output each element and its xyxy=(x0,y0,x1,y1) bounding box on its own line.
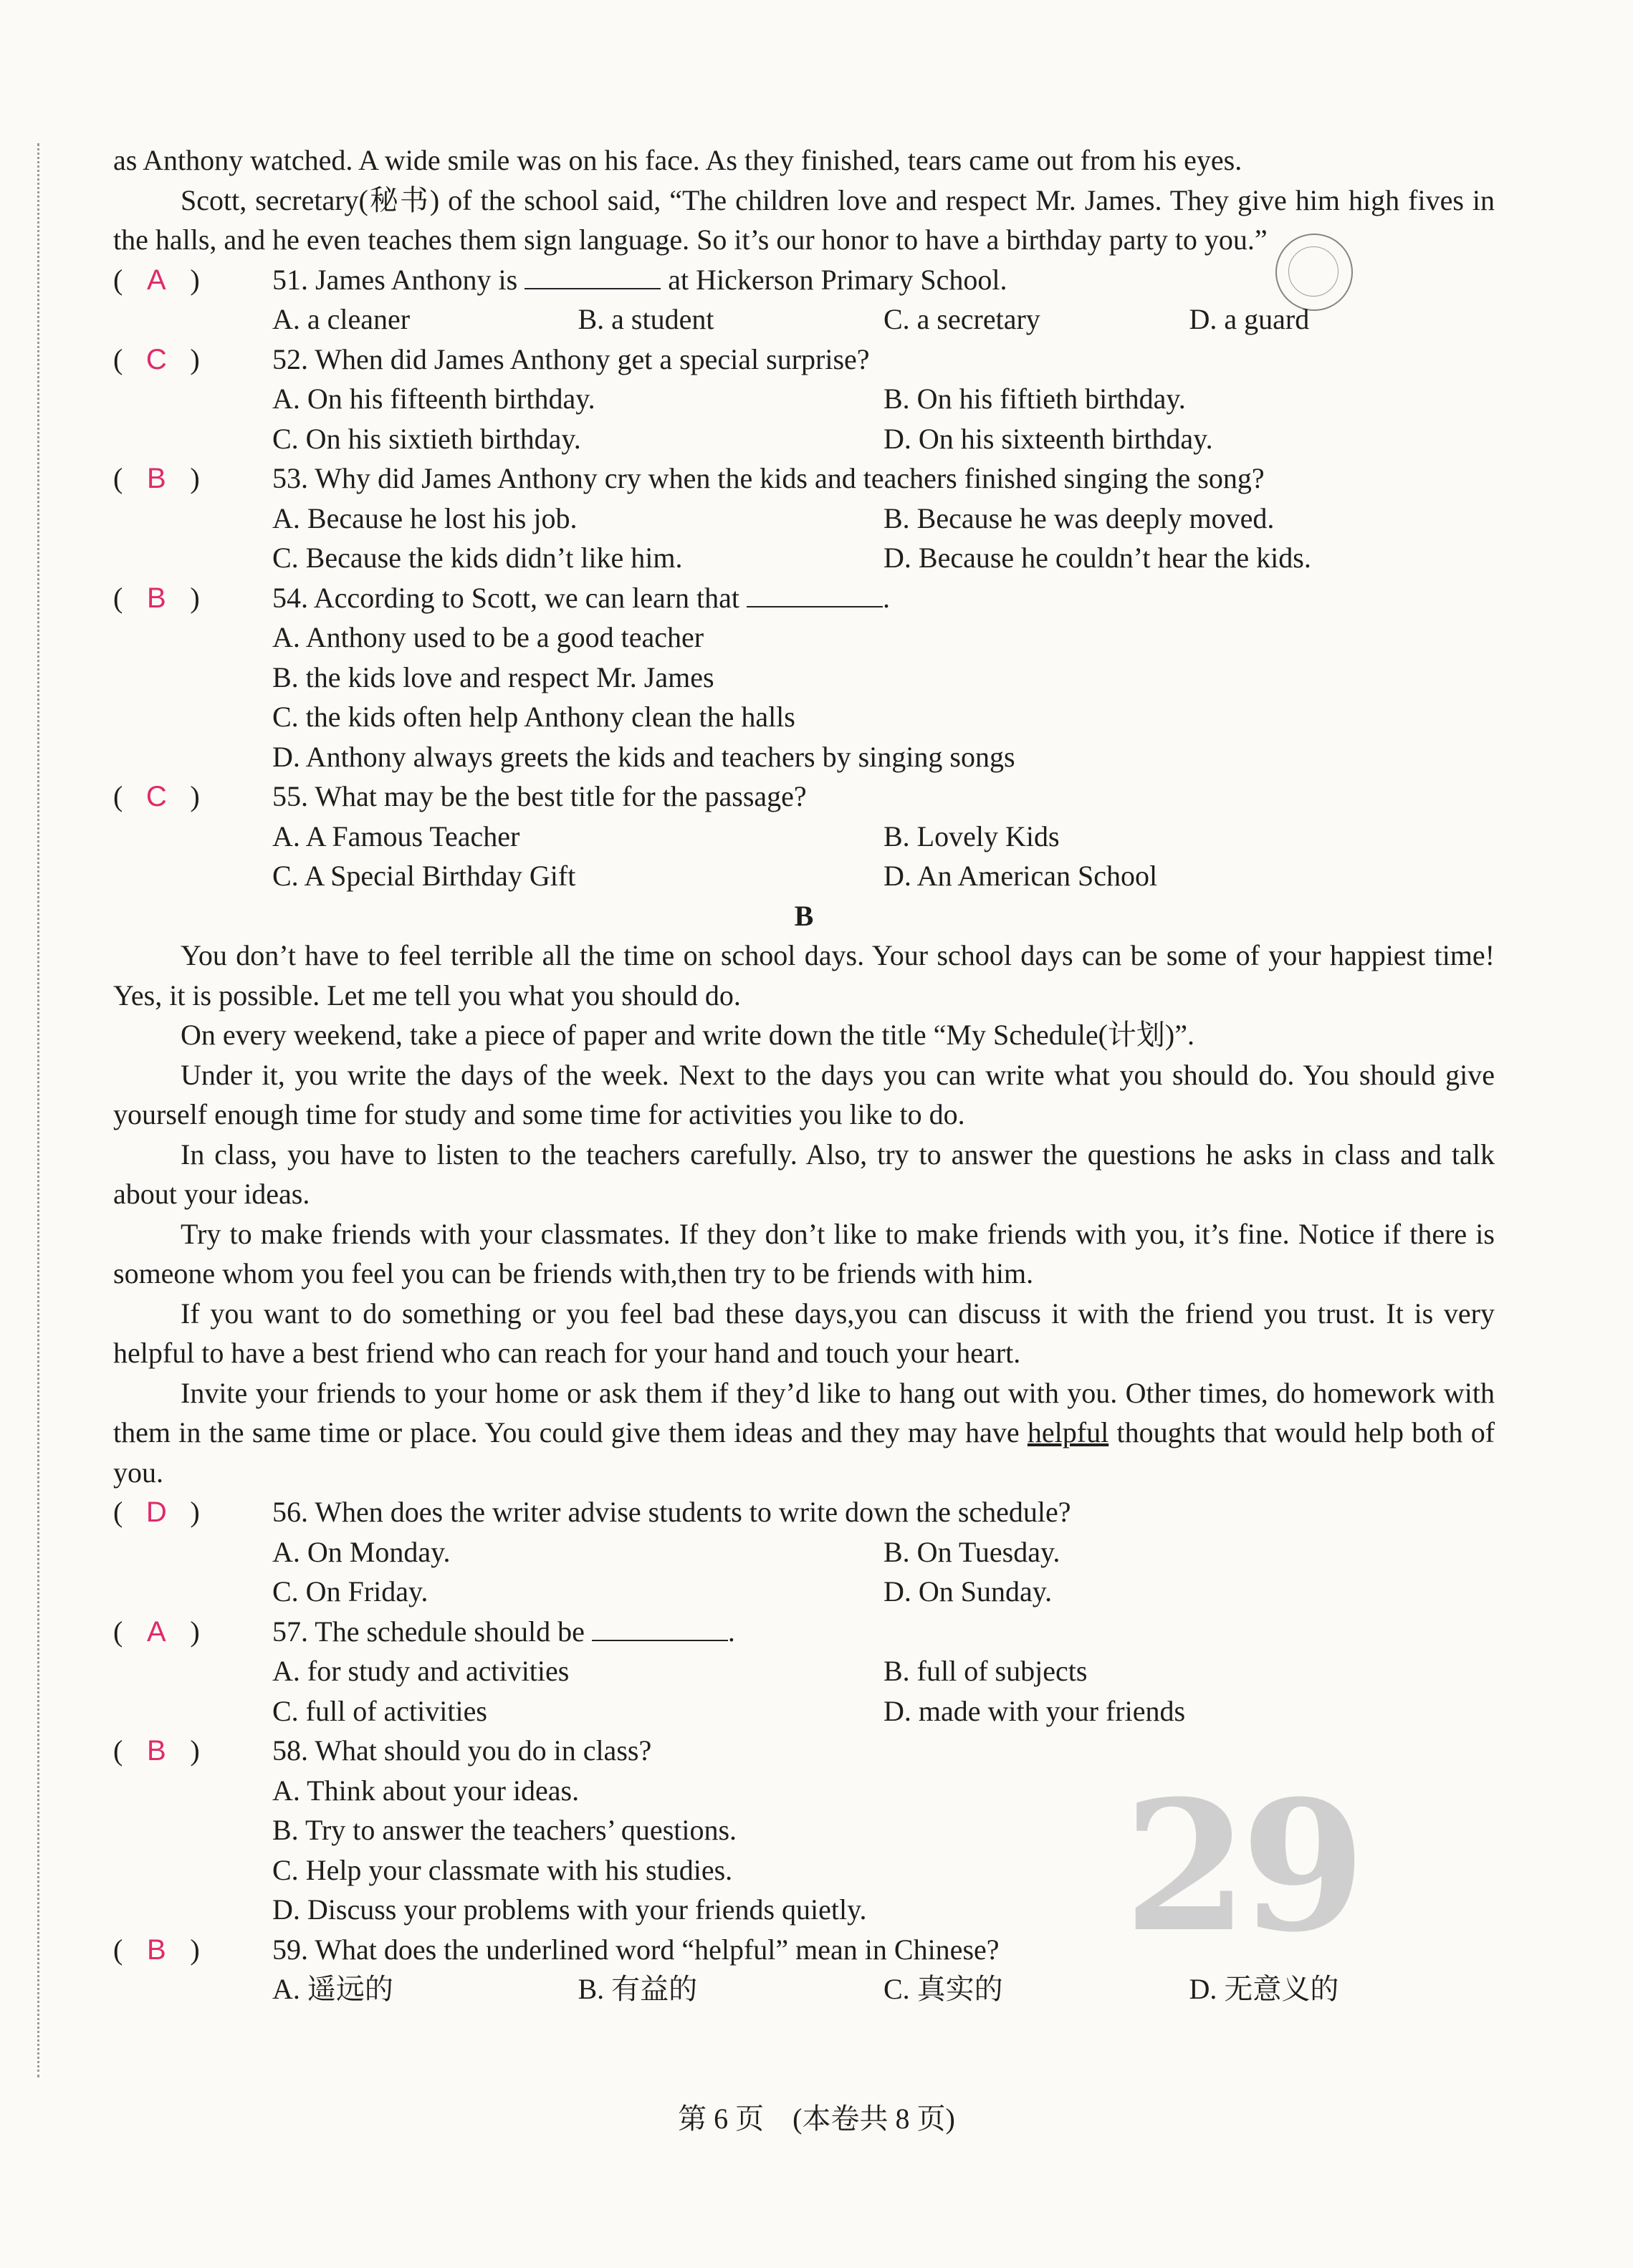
option: C. On his sixtieth birthday. xyxy=(272,422,581,455)
passage-b-paragraph: You don’t have to feel terrible all the time on school days. Your school days can be some of your happiest time! Yes, it is possible. Let me tell you what you should do. xyxy=(113,939,1495,1012)
option: D. made with your friends xyxy=(883,1694,1186,1727)
answer-mark: B xyxy=(146,463,166,494)
question-text: 57. The schedule should be xyxy=(272,1615,585,1648)
page-content xyxy=(113,140,1495,2009)
answer-mark: C xyxy=(145,781,167,812)
question-text: 59. What does the underlined word “helpful” mean in Chinese? xyxy=(272,1933,1000,1966)
options-57 xyxy=(113,1651,1495,1731)
answer-bracket: ( B ) xyxy=(113,458,200,499)
answer-mark: C xyxy=(145,343,167,375)
underlined-word: helpful xyxy=(1027,1416,1109,1448)
answer-bracket: ( B ) xyxy=(113,1930,200,1971)
answer-bracket: ( B ) xyxy=(113,578,200,619)
options-59 xyxy=(113,1969,1495,2009)
option: C. Help your classmate with his studies. xyxy=(272,1853,733,1886)
option: B. 有益的 xyxy=(578,1973,698,2005)
option: D. On his sixteenth birthday. xyxy=(883,422,1213,455)
question-57 xyxy=(113,1612,1495,1652)
option: A. On his fifteenth birthday. xyxy=(272,383,595,415)
option: A. On Monday. xyxy=(272,1535,451,1568)
option: B. the kids love and respect Mr. James xyxy=(272,660,714,693)
options-51 xyxy=(113,299,1495,340)
option: C. On Friday. xyxy=(272,1575,428,1608)
answer-blank xyxy=(747,582,883,607)
option: A. Because he lost his job. xyxy=(272,501,578,534)
passage-b-tail: thoughts that would help both of you. xyxy=(113,1416,1495,1489)
option: B. a student xyxy=(578,303,714,335)
question-text: 52. When did James Anthony get a special surprise? xyxy=(272,342,870,375)
option: D. An American School xyxy=(883,860,1158,892)
option: C. full of activities xyxy=(272,1694,487,1727)
option: B. full of subjects xyxy=(883,1655,1088,1687)
question-text-after: . xyxy=(727,1615,735,1648)
option: C. A Special Birthday Gift xyxy=(272,860,576,892)
question-text: 54. According to Scott, we can learn that xyxy=(272,581,740,614)
option: C. 真实的 xyxy=(883,1973,1003,2005)
answer-blank xyxy=(525,264,661,289)
passage-b-paragraph-last xyxy=(113,1373,1495,1493)
answer-mark: B xyxy=(146,1933,166,1966)
passage-b-paragraph: In class, you have to listen to the teachers carefully. Also, try to answer the questions he asks in class and talk about your ideas. xyxy=(113,1138,1495,1210)
question-text-after: at Hickerson Primary School. xyxy=(668,263,1007,296)
passage-b-paragraph: If you want to do something or you feel bad these days,you can discuss it with the friend you trust. It is very helpful to have a best friend who can reach for your hand and touch your heart. xyxy=(113,1297,1495,1369)
binding-margin-line xyxy=(37,143,39,2077)
section-b-title: B xyxy=(794,899,814,932)
answer-bracket: ( A ) xyxy=(113,1612,200,1653)
answer-blank xyxy=(592,1615,728,1641)
option: D. 无意义的 xyxy=(1189,1973,1339,2005)
answer-bracket: ( C ) xyxy=(113,777,200,817)
option: C. a secretary xyxy=(883,303,1040,335)
option: B. On Tuesday. xyxy=(883,1535,1060,1568)
answer-bracket: ( B ) xyxy=(113,1731,200,1772)
option: B. On his fiftieth birthday. xyxy=(883,383,1186,415)
option: D. Because he couldn’t hear the kids. xyxy=(883,542,1311,574)
option: A. a cleaner xyxy=(272,303,411,335)
answer-mark: A xyxy=(146,1615,166,1648)
option: D. a guard xyxy=(1189,303,1310,335)
page-number-watermark: 29 xyxy=(1124,1761,1359,1971)
option: D. Anthony always greets the kids and teachers by singing songs xyxy=(272,740,1015,773)
question-55 xyxy=(113,777,1495,817)
option: A. Anthony used to be a good teacher xyxy=(272,621,704,653)
answer-mark: B xyxy=(146,582,166,614)
option: D. Discuss your problems with your friends quietly. xyxy=(272,1893,867,1926)
question-text: 58. What should you do in class? xyxy=(272,1734,652,1767)
option: D. On Sunday. xyxy=(883,1575,1053,1608)
page-footer: 第 6 页 (本卷共 8 页) xyxy=(678,2103,955,2135)
passage-b-paragraph: On every weekend, take a piece of paper and write down the title “My Schedule(计划)”. xyxy=(181,1019,1194,1051)
question-52 xyxy=(113,340,1495,380)
passage-b-paragraph: Under it, you write the days of the week. Next to the days you can write what you should do. You should give yourself enough time for study and some time for activities you like to do. xyxy=(113,1058,1495,1130)
options-54 xyxy=(113,618,1495,777)
question-51 xyxy=(113,260,1495,300)
options-53 xyxy=(113,499,1495,578)
option: A. Think about your ideas. xyxy=(272,1774,580,1807)
answer-bracket: ( A ) xyxy=(113,260,200,301)
option: C. the kids often help Anthony clean the halls xyxy=(272,701,795,733)
option: B. Lovely Kids xyxy=(883,820,1060,852)
question-text: 53. Why did James Anthony cry when the kids and teachers finished singing the song? xyxy=(272,462,1265,494)
option: A. 遥远的 xyxy=(272,1973,393,2005)
question-text: 55. What may be the best title for the passage? xyxy=(272,780,807,812)
option: A. for study and activities xyxy=(272,1655,570,1687)
passage-a-line: as Anthony watched. A wide smile was on his face. As they finished, tears came out from his eyes. xyxy=(113,144,1242,176)
answer-mark: B xyxy=(146,1735,166,1767)
answer-mark: A xyxy=(146,264,166,296)
question-text-after: . xyxy=(883,581,891,614)
option: B. Try to answer the teachers’ questions. xyxy=(272,1814,737,1846)
answer-bracket: ( C ) xyxy=(113,340,200,380)
question-text: 56. When does the writer advise students to write down the schedule? xyxy=(272,1496,1071,1528)
question-56 xyxy=(113,1492,1495,1532)
answer-mark: D xyxy=(145,1496,167,1528)
passage-b-text: Invite your friends to your home or ask them if they’d like to hang out with you. Other times, do homework with them in the same time or place. You could give them ideas and they may have xyxy=(113,1376,1495,1448)
option: A. A Famous Teacher xyxy=(272,820,520,852)
question-53 xyxy=(113,458,1495,499)
option: B. Because he was deeply moved. xyxy=(883,501,1275,534)
option: C. Because the kids didn’t like him. xyxy=(272,542,683,574)
question-text: 51. James Anthony is xyxy=(272,263,518,296)
passage-b-paragraph: Try to make friends with your classmates. If they don’t like to make friends with you, it’s fine. Notice if there is someone whom you feel you can be friends with,then try to be friends with him. xyxy=(113,1217,1495,1289)
options-52 xyxy=(113,379,1495,458)
answer-bracket: ( D ) xyxy=(113,1492,200,1533)
options-56 xyxy=(113,1532,1495,1612)
passage-a-paragraph: Scott, secretary(秘书) of the school said, “The children love and respect Mr. James. They give him high fives in the halls, and he even teaches them sign language. So it’s our honor to have a birthday party to you.” xyxy=(113,183,1495,256)
options-55 xyxy=(113,817,1495,896)
question-54 xyxy=(113,578,1495,618)
